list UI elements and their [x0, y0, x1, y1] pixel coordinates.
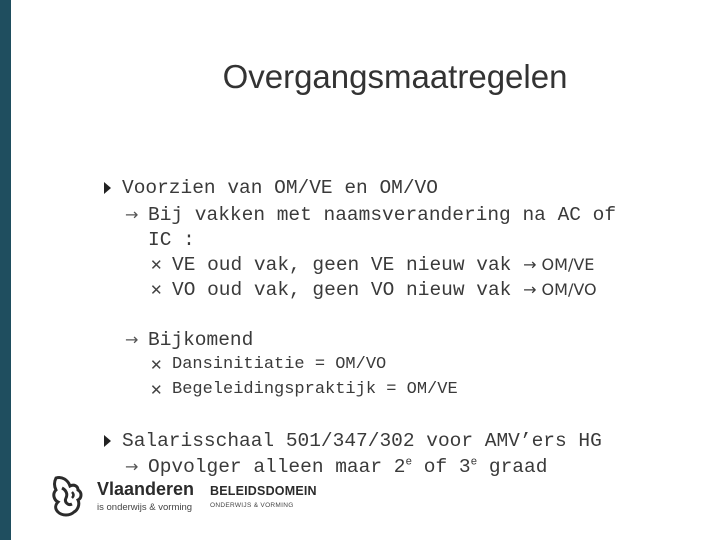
item-vo-oud-vak: [172, 279, 597, 302]
cross-icon: ✕: [150, 256, 163, 274]
item-ve-oud-vak: [172, 254, 594, 277]
cross-icon: ✕: [150, 381, 163, 399]
superscript-e: e: [470, 456, 478, 469]
opvolger-text-start: Opvolger alleen maar 2: [148, 456, 406, 478]
sub-arrow-icon: →: [125, 330, 139, 349]
sub-arrow-icon: →: [125, 205, 139, 224]
bullet-salarisschaal: Salarisschaal 501/347/302 voor AMV’ers HG: [122, 430, 602, 452]
item-ve-text: VE oud vak, geen VE nieuw vak: [172, 254, 524, 276]
opvolger-text-mid: of 3: [412, 456, 471, 478]
item-ve-result: → OM/VE: [523, 255, 595, 274]
sub-naamsverandering: Bij vakken met naamsverandering na AC of: [148, 204, 617, 226]
bullet-om-ve-vo: Voorzien van OM/VE en OM/VO: [122, 177, 438, 199]
item-vo-result: → OM/VO: [523, 280, 597, 299]
cross-icon: ✕: [150, 281, 163, 299]
bullet-triangle-icon: [104, 182, 111, 194]
sub-bijkomend: Bijkomend: [148, 329, 254, 351]
flemish-lion-icon: [48, 474, 88, 518]
vlaanderen-logo-subtitle: is onderwijs & vorming: [97, 502, 193, 513]
bullet-triangle-icon: [104, 435, 111, 447]
beleidsdomein-logo-text: BELEIDSDOMEIN: [210, 484, 317, 498]
sub-opvolger: [148, 456, 547, 478]
opvolger-text-end: graad: [477, 456, 548, 478]
vlaanderen-logo-text: Vlaanderen: [97, 479, 195, 499]
beleidsdomein-logo-subtitle: ONDERWIJS & VORMING: [210, 502, 294, 509]
sub-arrow-icon: →: [125, 457, 139, 476]
superscript-e: e: [405, 456, 413, 469]
sub-naamsverandering-cont: IC :: [148, 229, 195, 251]
cross-icon: ✕: [150, 356, 163, 374]
item-dansinitiatie: Dansinitiatie = OM/VO: [172, 355, 387, 374]
item-begeleidingspraktijk: Begeleidingspraktijk = OM/VE: [172, 380, 458, 399]
page-title: Overgangsmaatregelen: [222, 58, 568, 95]
item-vo-text: VO oud vak, geen VO nieuw vak: [172, 279, 524, 301]
